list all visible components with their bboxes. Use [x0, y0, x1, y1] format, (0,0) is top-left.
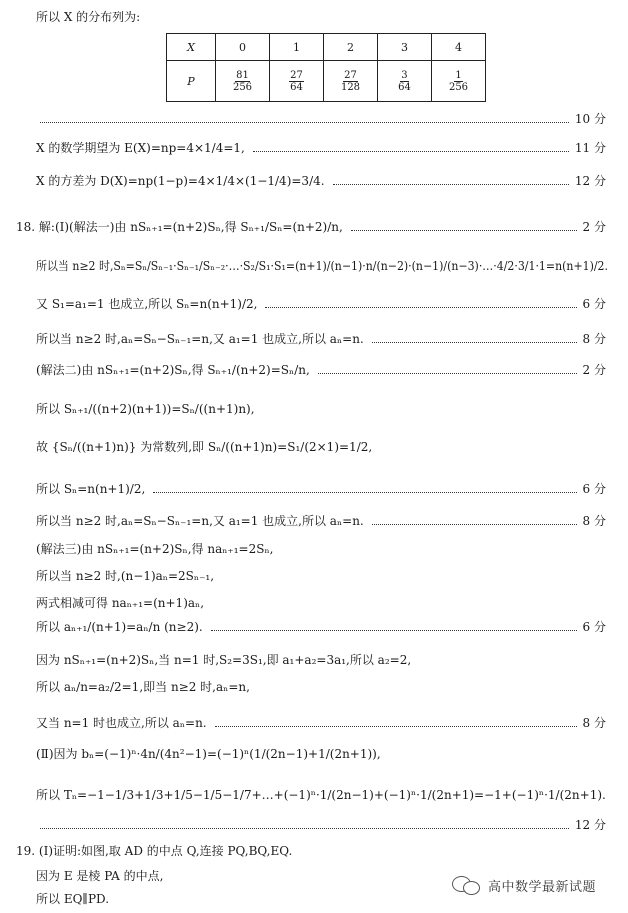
x-value-2: 2 — [324, 34, 378, 61]
solution-line — [0, 592, 628, 614]
line-text: 所以当 n≥2 时,aₙ=Sₙ−Sₙ₋₁=n,又 a₁=1 也成立,所以 aₙ=n. — [36, 514, 364, 528]
leader-dots — [215, 726, 577, 727]
solution-line — [0, 478, 628, 500]
solution-line — [0, 328, 628, 350]
p-num-1: 27 — [290, 69, 303, 81]
line-text: 所以 aₙ₊₁/(n+1)=aₙ/n (n≥2). — [36, 620, 203, 634]
p-den-3: 64 — [398, 81, 411, 93]
line-text: 所以 Tₙ=−1−1/3+1/3+1/5−1/5−1/7+…+(−1)ⁿ·1/(2n−1)+(−1)ⁿ·1/(2n+1)=−1+(−1)ⁿ·1/(2n+1). — [36, 788, 606, 802]
score-points: 6 分 — [582, 297, 606, 311]
score-points: 2 分 — [582, 363, 606, 377]
solution-line — [0, 649, 628, 671]
leader-dots — [351, 230, 577, 231]
wechat-icon — [452, 874, 482, 896]
solution-line — [0, 676, 628, 698]
line-text: 所以当 n≥2 时,(n−1)aₙ=2Sₙ₋₁, — [36, 569, 215, 583]
score-points: 8 分 — [582, 514, 606, 528]
table-header-p: P — [167, 61, 216, 102]
table-row-x — [167, 34, 486, 61]
line-text: 所以当 n≥2 时,aₙ=Sₙ−Sₙ₋₁=n,又 a₁=1 也成立,所以 aₙ=n. — [36, 332, 364, 346]
p-value-2 — [324, 61, 378, 102]
leader-dots — [333, 184, 569, 185]
score-points: 11 分 — [574, 141, 606, 155]
watermark-text: 高中数学最新试题 — [488, 879, 597, 895]
solution-line — [0, 712, 628, 734]
leader-dots — [372, 524, 577, 525]
line-text: 又当 n=1 时也成立,所以 aₙ=n. — [36, 716, 207, 730]
solution-line — [0, 216, 628, 238]
p-num-0: 81 — [236, 69, 249, 81]
score-points: 6 分 — [582, 482, 606, 496]
score-points: 12 分 — [574, 174, 606, 188]
score-points: 8 分 — [582, 716, 606, 730]
intro-text: 所以 X 的分布列为: — [36, 10, 141, 24]
leader-dots — [40, 828, 569, 829]
line-text: 故 {Sₙ/((n+1)n)} 为常数列,即 Sₙ/((n+1)n)=S₁/(2×1)=1/2, — [36, 440, 373, 454]
line-text: 所以 Sₙ₊₁/((n+2)(n+1))=Sₙ/((n+1)n), — [36, 402, 255, 416]
solution-line — [0, 108, 628, 130]
leader-dots — [40, 122, 569, 123]
solution-line — [0, 814, 628, 836]
x-value-3: 3 — [378, 34, 432, 61]
x-value-4: 4 — [432, 34, 486, 61]
line-text: 所以 aₙ/n=a₂/2=1,即当 n≥2 时,aₙ=n, — [36, 680, 250, 694]
score-points: 8 分 — [582, 332, 606, 346]
line-text: 因为 nSₙ₊₁=(n+2)Sₙ,当 n=1 时,S₂=3S₁,即 a₁+a₂=3a₁,所以 a₂=2, — [36, 653, 412, 667]
p-value-0 — [216, 61, 270, 102]
solution-line — [0, 840, 628, 862]
line-text: 两式相减可得 naₙ₊₁=(n+1)aₙ, — [36, 596, 205, 610]
p-den-0: 256 — [232, 81, 253, 93]
solution-line — [0, 538, 628, 560]
score-points: 6 分 — [582, 620, 606, 634]
solution-line — [0, 293, 628, 315]
p-num-3: 3 — [401, 69, 408, 81]
line-text: 因为 E 是棱 PA 的中点, — [36, 869, 164, 883]
line-text: (Ⅱ)因为 bₙ=(−1)ⁿ·4n/(4n²−1)=(−1)ⁿ(1/(2n−1)+1/(2n+1)), — [36, 747, 381, 761]
line-text: 所以 EQ∥PD. — [36, 892, 110, 906]
p-den-4: 256 — [448, 81, 469, 93]
line-text: 18. 解:(Ⅰ)(解法一)由 nSₙ₊₁=(n+2)Sₙ,得 Sₙ₊₁/Sₙ=(n+2)/n, — [16, 220, 343, 234]
watermark — [452, 874, 596, 896]
table-header-x: X — [167, 34, 216, 61]
solution-line — [0, 137, 628, 159]
x-value-0: 0 — [216, 34, 270, 61]
solution-line — [0, 616, 628, 638]
score-points: 2 分 — [582, 220, 606, 234]
p-value-4 — [432, 61, 486, 102]
solution-line — [0, 398, 628, 420]
p-num-4: 1 — [455, 69, 462, 81]
table-row-p — [167, 61, 486, 102]
p-den-2: 128 — [340, 81, 361, 93]
line-text: X 的方差为 D(X)=np(1−p)=4×1/4×(1−1/4)=3/4. — [36, 174, 325, 188]
solution-line — [0, 743, 628, 765]
line-text: 所以 Sₙ=n(n+1)/2, — [36, 482, 146, 496]
p-value-1 — [270, 61, 324, 102]
leader-dots — [153, 492, 576, 493]
line-text: 又 S₁=a₁=1 也成立,所以 Sₙ=n(n+1)/2, — [36, 297, 258, 311]
line-text: 19. (Ⅰ)证明:如图,取 AD 的中点 Q,连接 PQ,BQ,EQ. — [16, 844, 293, 858]
leader-dots — [318, 373, 577, 374]
line-text: (解法二)由 nSₙ₊₁=(n+2)Sₙ,得 Sₙ₊₁/(n+2)=Sₙ/n, — [36, 363, 310, 377]
solution-line — [0, 510, 628, 532]
distribution-table — [166, 33, 486, 102]
leader-dots — [211, 630, 577, 631]
line-text: (解法三)由 nSₙ₊₁=(n+2)Sₙ,得 naₙ₊₁=2Sₙ, — [36, 542, 274, 556]
x-value-1: 1 — [270, 34, 324, 61]
solution-line — [0, 359, 628, 381]
score-points: 10 分 — [574, 112, 606, 126]
solution-line — [0, 784, 628, 806]
solution-line — [0, 170, 628, 192]
p-value-3 — [378, 61, 432, 102]
p-den-1: 64 — [290, 81, 303, 93]
leader-dots — [265, 307, 576, 308]
score-points: 12 分 — [574, 818, 606, 832]
leader-dots — [372, 342, 577, 343]
solution-line — [0, 436, 628, 458]
solution-line — [0, 255, 628, 277]
p-num-2: 27 — [344, 69, 357, 81]
solution-line — [0, 565, 628, 587]
leader-dots — [253, 151, 569, 152]
line-text: 所以当 n≥2 时,Sₙ=Sₙ/Sₙ₋₁·Sₙ₋₁/Sₙ₋₂·…·S₂/S₁·S₁=(n+1)/(n−1)·n/(n−2)·(n−1)/(n−3)·…·4/2·3/1·1=n(n+1)/2. — [36, 259, 608, 273]
line-text: X 的数学期望为 E(X)=np=4×1/4=1, — [36, 141, 245, 155]
